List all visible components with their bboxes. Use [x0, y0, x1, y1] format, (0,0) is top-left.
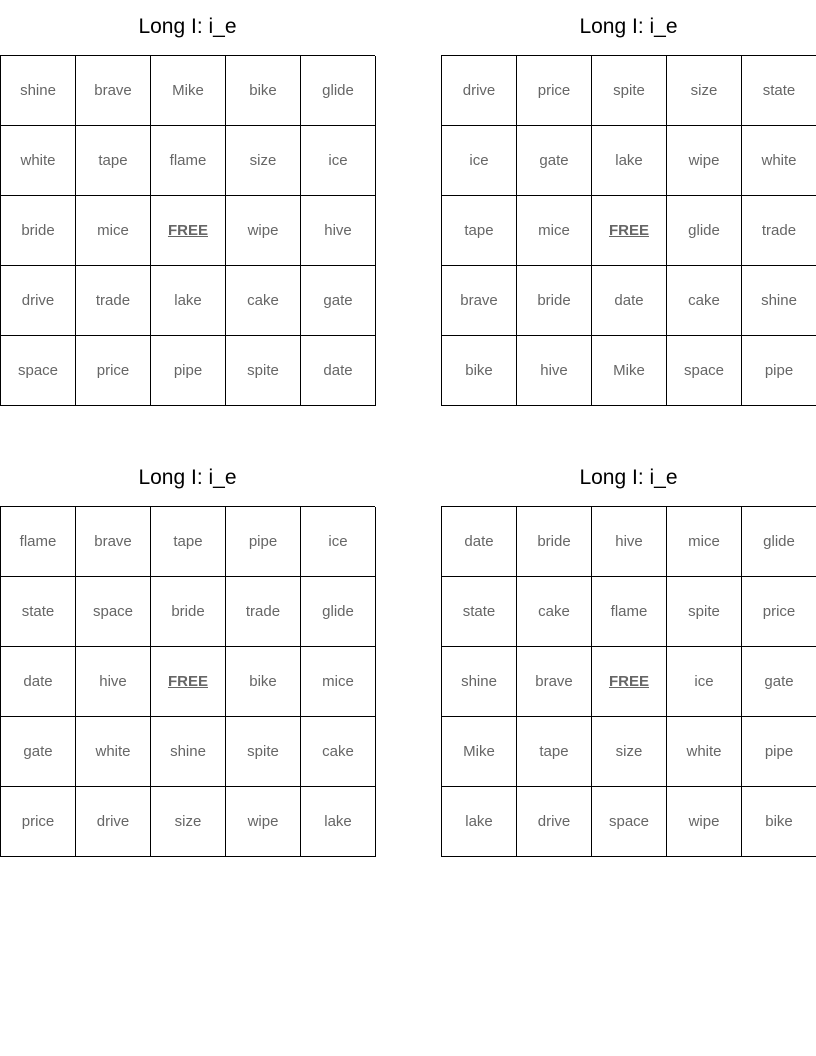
word-cell: brave	[76, 507, 151, 577]
word-cell: size	[226, 126, 301, 196]
word-cell: gate	[742, 647, 816, 717]
card-title: Long I: i_e	[579, 466, 678, 489]
word-cell: brave	[517, 647, 592, 717]
word-cell: bride	[151, 577, 226, 647]
word-cell: mice	[667, 507, 742, 577]
word-cell: shine	[151, 717, 226, 787]
word-cell: glide	[301, 56, 376, 126]
word-cell: pipe	[226, 507, 301, 577]
bingo-grid	[441, 506, 816, 857]
word-cell: brave	[76, 56, 151, 126]
word-cell: trade	[76, 266, 151, 336]
word-cell: bike	[742, 787, 816, 857]
word-cell: tape	[76, 126, 151, 196]
word-cell: tape	[517, 717, 592, 787]
word-cell: state	[442, 577, 517, 647]
word-cell: glide	[742, 507, 816, 577]
word-cell: Mike	[151, 56, 226, 126]
word-cell: pipe	[742, 717, 816, 787]
word-cell: bride	[517, 266, 592, 336]
word-cell: spite	[226, 336, 301, 406]
free-space-cell: FREE	[592, 647, 667, 717]
word-cell: size	[151, 787, 226, 857]
word-cell: space	[667, 336, 742, 406]
word-cell: size	[667, 56, 742, 126]
word-cell: white	[742, 126, 816, 196]
bingo-grid	[0, 55, 375, 406]
word-cell: flame	[592, 577, 667, 647]
word-cell: white	[667, 717, 742, 787]
word-cell: bike	[442, 336, 517, 406]
word-cell: ice	[301, 507, 376, 577]
word-cell: wipe	[226, 787, 301, 857]
word-cell: spite	[592, 56, 667, 126]
word-cell: ice	[301, 126, 376, 196]
bingo-grid	[441, 55, 816, 406]
word-cell: glide	[667, 196, 742, 266]
word-cell: tape	[151, 507, 226, 577]
word-cell: hive	[76, 647, 151, 717]
free-space-cell: FREE	[592, 196, 667, 266]
word-cell: bike	[226, 647, 301, 717]
word-cell: flame	[151, 126, 226, 196]
word-cell: hive	[517, 336, 592, 406]
free-space-cell: FREE	[151, 647, 226, 717]
word-cell: price	[517, 56, 592, 126]
word-cell: date	[301, 336, 376, 406]
word-cell: date	[1, 647, 76, 717]
word-cell: Mike	[592, 336, 667, 406]
word-cell: bike	[226, 56, 301, 126]
word-cell: shine	[742, 266, 816, 336]
word-cell: state	[742, 56, 816, 126]
word-cell: cake	[667, 266, 742, 336]
word-cell: price	[1, 787, 76, 857]
word-cell: pipe	[742, 336, 816, 406]
word-cell: white	[1, 126, 76, 196]
word-cell: cake	[301, 717, 376, 787]
word-cell: bride	[1, 196, 76, 266]
word-cell: lake	[442, 787, 517, 857]
word-cell: drive	[517, 787, 592, 857]
word-cell: spite	[667, 577, 742, 647]
word-cell: trade	[742, 196, 816, 266]
card-title: Long I: i_e	[138, 15, 237, 38]
word-cell: trade	[226, 577, 301, 647]
word-cell: lake	[151, 266, 226, 336]
word-cell: shine	[1, 56, 76, 126]
word-cell: shine	[442, 647, 517, 717]
word-cell: price	[742, 577, 816, 647]
bingo-card	[441, 10, 816, 406]
word-cell: gate	[1, 717, 76, 787]
bingo-card	[0, 10, 375, 406]
word-cell: glide	[301, 577, 376, 647]
word-cell: pipe	[151, 336, 226, 406]
word-cell: Mike	[442, 717, 517, 787]
word-cell: white	[76, 717, 151, 787]
word-cell: space	[1, 336, 76, 406]
word-cell: price	[76, 336, 151, 406]
word-cell: tape	[442, 196, 517, 266]
free-space-cell: FREE	[151, 196, 226, 266]
word-cell: wipe	[667, 126, 742, 196]
word-cell: drive	[1, 266, 76, 336]
word-cell: space	[76, 577, 151, 647]
word-cell: wipe	[226, 196, 301, 266]
word-cell: space	[592, 787, 667, 857]
word-cell: gate	[301, 266, 376, 336]
word-cell: mice	[517, 196, 592, 266]
card-title: Long I: i_e	[579, 15, 678, 38]
word-cell: mice	[76, 196, 151, 266]
word-cell: wipe	[667, 787, 742, 857]
word-cell: flame	[1, 507, 76, 577]
word-cell: lake	[592, 126, 667, 196]
bingo-card	[441, 461, 816, 857]
word-cell: hive	[592, 507, 667, 577]
word-cell: drive	[442, 56, 517, 126]
word-cell: ice	[667, 647, 742, 717]
word-cell: date	[442, 507, 517, 577]
word-cell: lake	[301, 787, 376, 857]
word-cell: mice	[301, 647, 376, 717]
word-cell: cake	[517, 577, 592, 647]
bingo-card	[0, 461, 375, 857]
word-cell: drive	[76, 787, 151, 857]
bingo-grid	[0, 506, 375, 857]
word-cell: cake	[226, 266, 301, 336]
word-cell: state	[1, 577, 76, 647]
word-cell: gate	[517, 126, 592, 196]
word-cell: hive	[301, 196, 376, 266]
card-title: Long I: i_e	[138, 466, 237, 489]
word-cell: ice	[442, 126, 517, 196]
word-cell: size	[592, 717, 667, 787]
word-cell: brave	[442, 266, 517, 336]
word-cell: date	[592, 266, 667, 336]
word-cell: spite	[226, 717, 301, 787]
word-cell: bride	[517, 507, 592, 577]
